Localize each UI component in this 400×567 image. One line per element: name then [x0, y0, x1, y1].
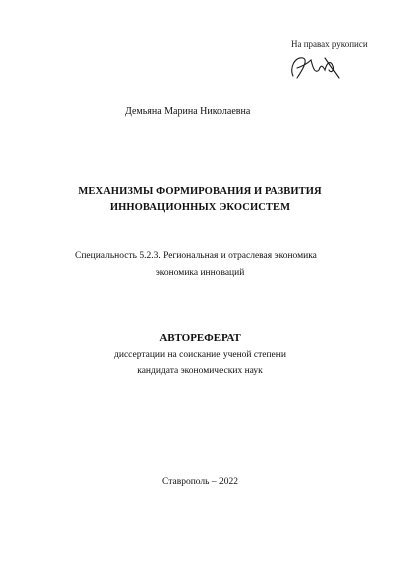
specialty-line-1: Специальность 5.2.3. Региональная и отраслевая экономика	[75, 251, 317, 261]
handwritten-signature	[285, 50, 345, 82]
city-year: Ставрополь – 2022	[162, 477, 238, 487]
author-name: Демьяна Марина Николаевна	[125, 106, 251, 117]
manuscript-note: На правах рукописи	[291, 39, 368, 49]
title-line-1: МЕХАНИЗМЫ ФОРМИРОВАНИЯ И РАЗВИТИЯ	[78, 186, 322, 197]
title-line-2: ИННОВАЦИОННЫХ ЭКОСИСТЕМ	[109, 202, 291, 213]
specialty-line-2: экономика инноваций	[155, 268, 245, 278]
dissertation-line-1: диссертации на соискание ученой степени	[114, 350, 286, 360]
abstract-heading: АВТОРЕФЕРАТ	[159, 332, 241, 344]
dissertation-line-2: кандидата экономических наук	[137, 366, 263, 376]
